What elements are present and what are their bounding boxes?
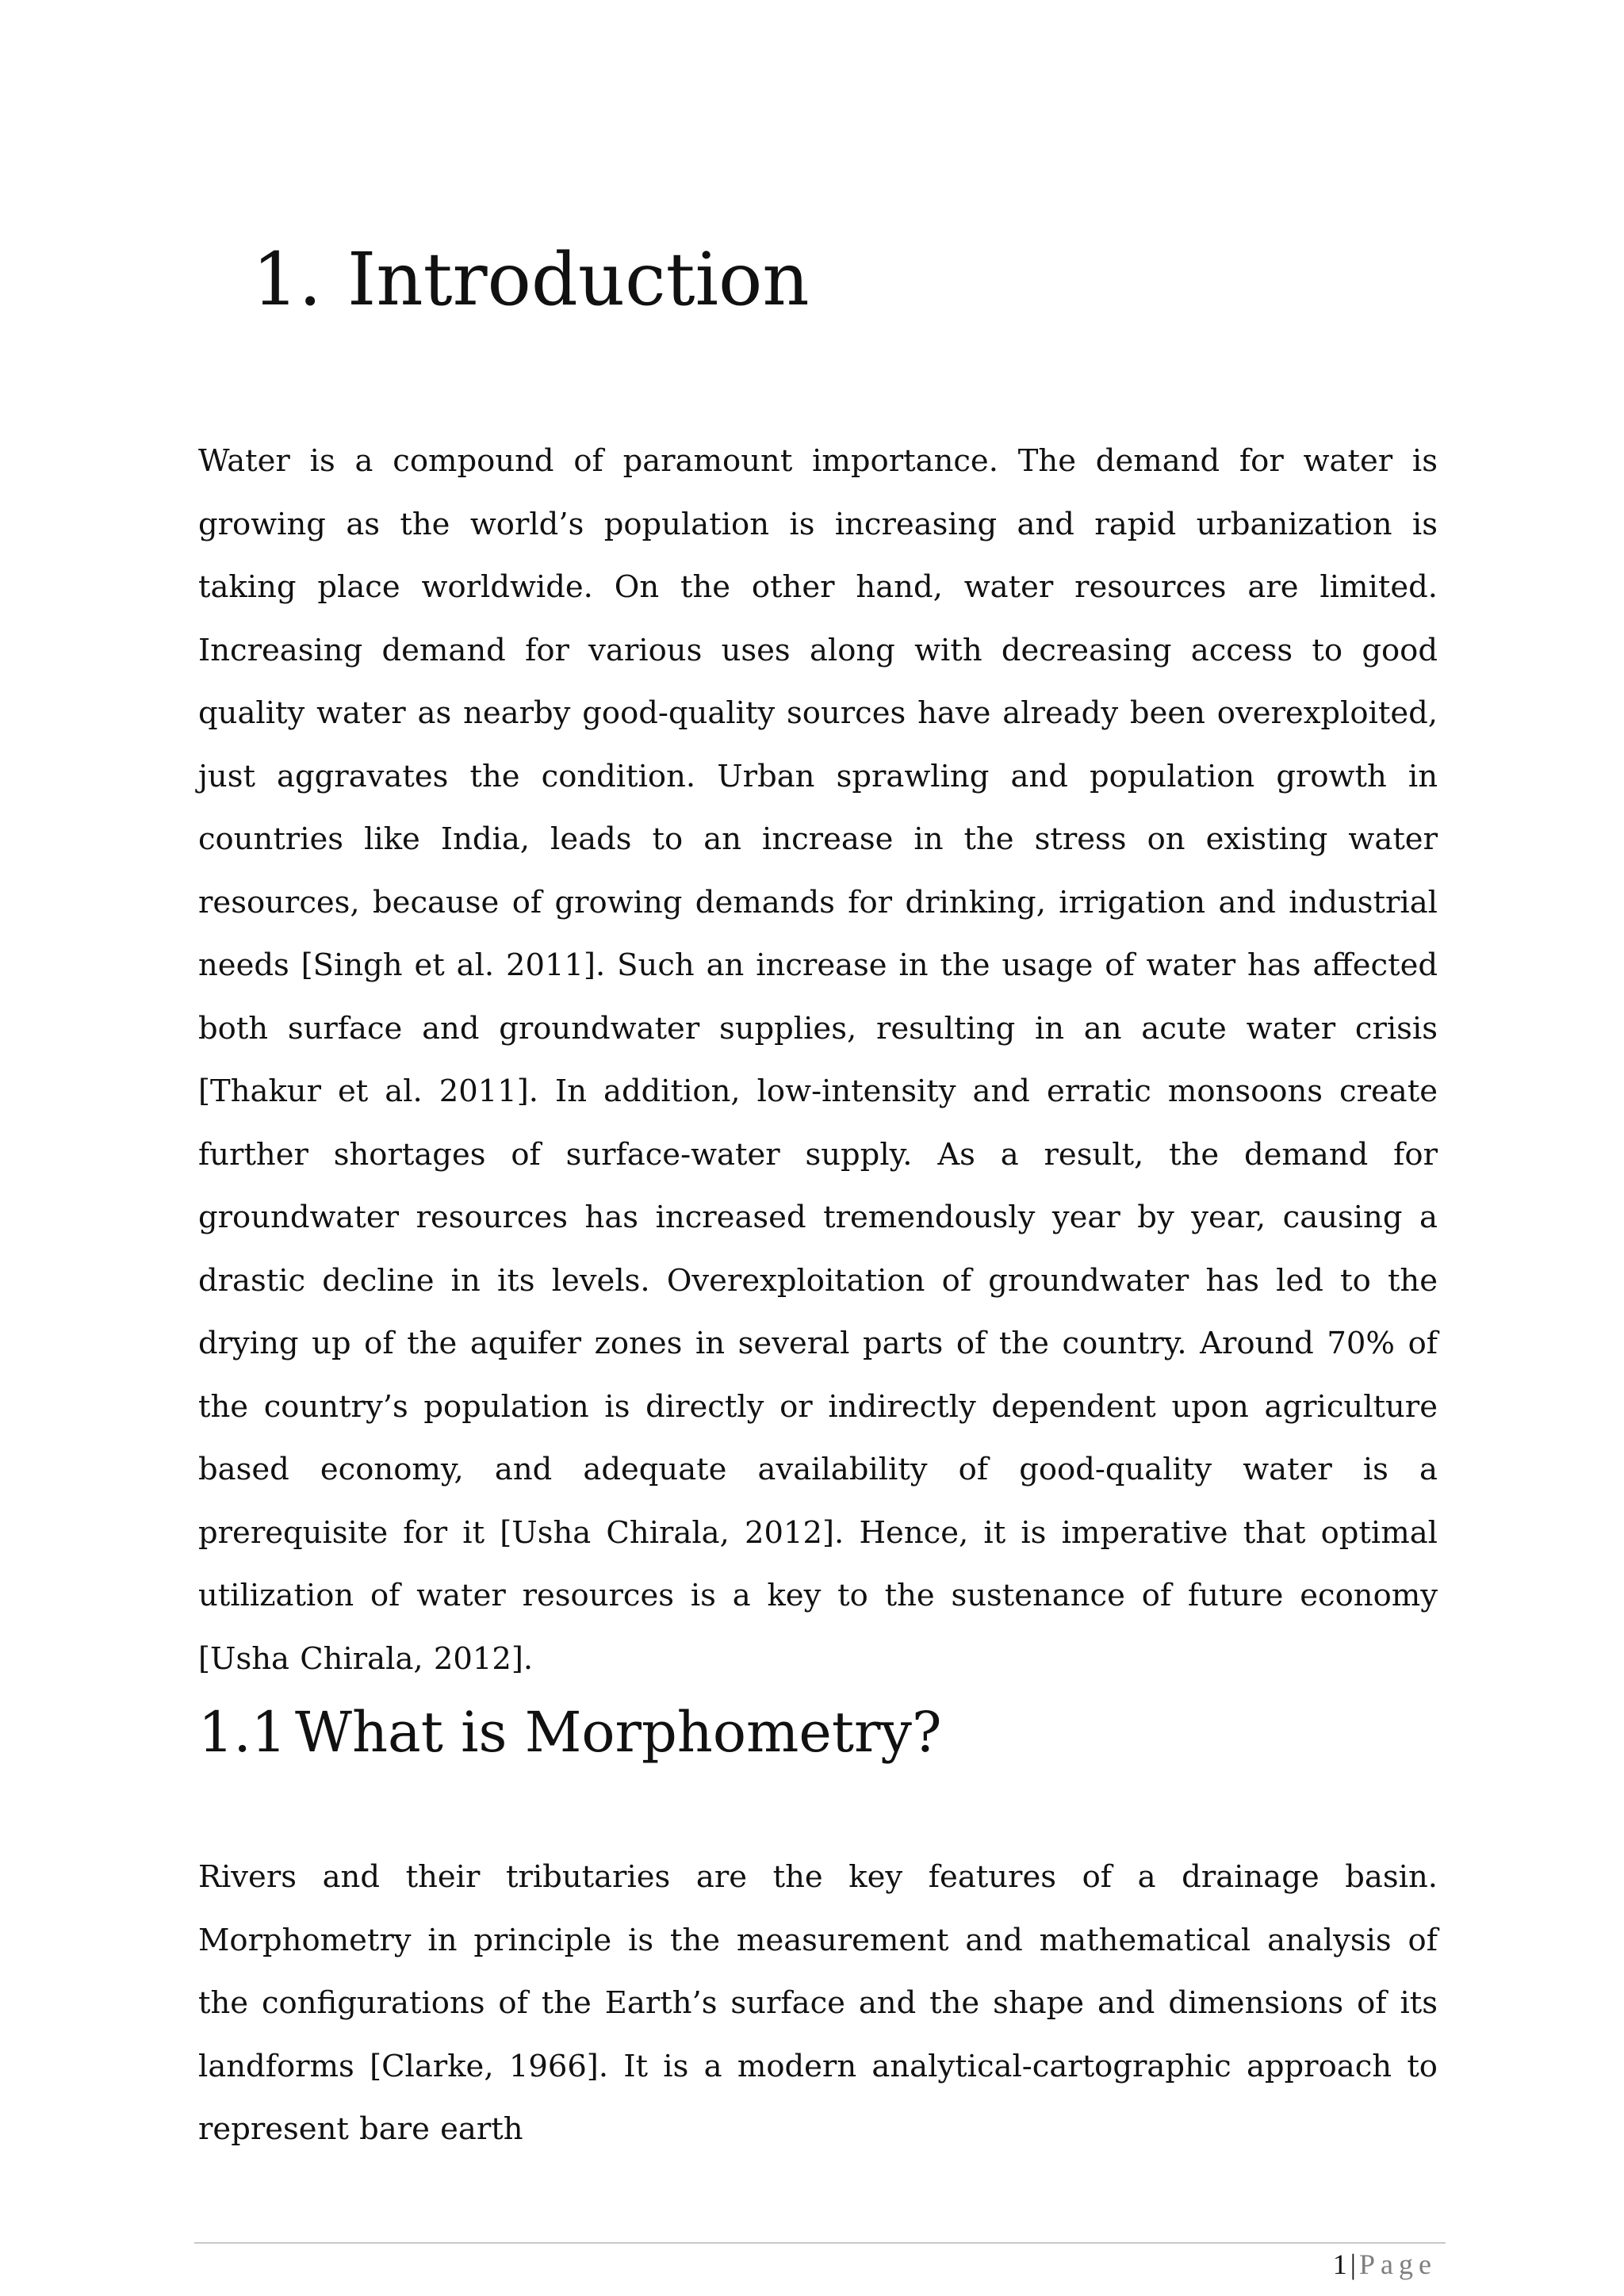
page-footer xyxy=(1333,2247,1437,2282)
section-title: What is Morphometry? xyxy=(295,1700,942,1765)
page-number: 1 xyxy=(1332,2248,1347,2280)
section-paragraph: Rivers and their tributaries are the key features of a drainage basin. Morphometry in principle is the measurement and mathematical analysis of the configurations of the Earth’s surface and the shape and dimensions of its landforms [Clarke, 1966]. It is a modern analytical-cartographic approach to represent bare earth xyxy=(198,1859,1438,2147)
chapter-title: Introduction xyxy=(347,237,810,322)
footer-separator: | xyxy=(1350,2248,1357,2280)
section-number: 1.1 xyxy=(198,1700,287,1765)
chapter-heading xyxy=(252,238,810,322)
chapter-number: 1. xyxy=(252,237,322,322)
footer-divider xyxy=(194,2242,1446,2244)
section-heading xyxy=(198,1701,942,1765)
page-label: Page xyxy=(1359,2248,1437,2280)
intro-paragraph: Water is a compound of paramount importance. The demand for water is growing as the world’s population is increasing and rapid urbanization is taking place worldwide. On the other hand, water resources are limited. Increasing demand for various uses along with decreasing access to good quality water as nearby good-quality sources have already been overexploited, just aggravates the condition. Urban sprawling and population growth in countries like India, leads to an increase in the stress on existing water resources, because of growing demands for drinking, irrigation and industrial needs [Singh et al. 2011]. Such an increase in the usage of water has affected both surface and groundwater supplies, resulting in an acute water crisis [Thakur et al. 2011]. In addition, low-intensity and erratic monsoons create further shortages of surface-water supply. As a result, the demand for groundwater resources has increased tremendously year by year, causing a drastic decline in its levels. Overexploitation of groundwater has led to the drying up of the aquifer zones in several parts of the country. Around 70% of the country’s population is directly or indirectly dependent upon agriculture based economy, and adequate availability of good-quality water is a prerequisite for it [Usha Chirala, 2012]. Hence, it is imperative that optimal utilization of water resources is a key to the sustenance of future economy [Usha Chirala, 2012]. xyxy=(198,443,1438,1677)
